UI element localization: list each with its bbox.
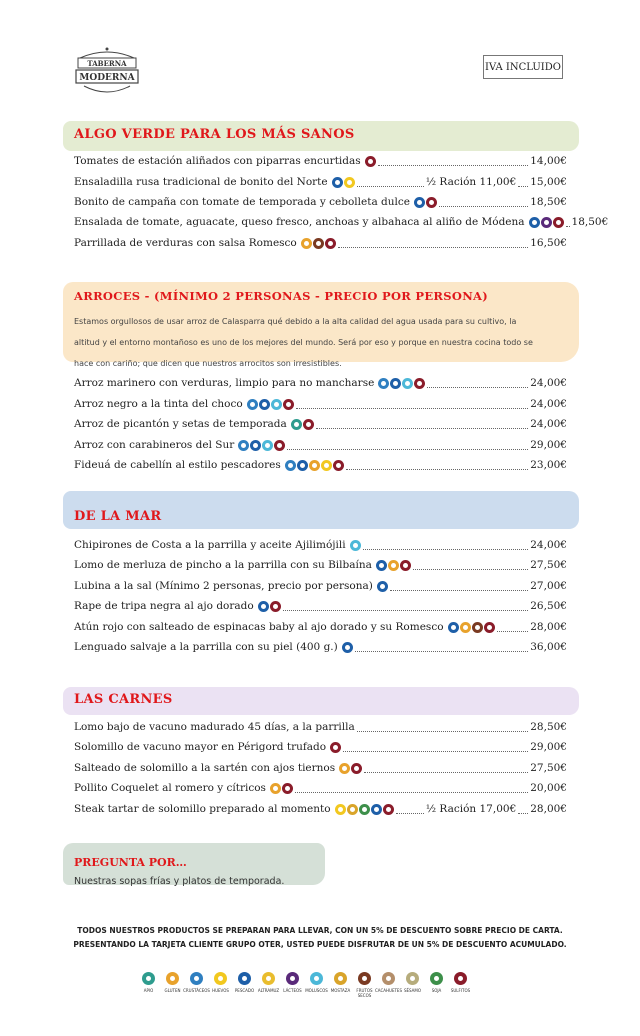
legend-label: SULFITOS — [450, 988, 471, 993]
mostaza-icon — [334, 972, 347, 985]
section-title-arroces: ARROCES - (MÍNIMO 2 PERSONAS - PRECIO POR PERSONA) — [74, 289, 488, 303]
pescado-icon — [448, 622, 459, 633]
dot-leader — [427, 378, 528, 388]
dot-leader — [357, 722, 529, 732]
sulfitos-icon — [333, 460, 344, 471]
sulfitos-icon — [351, 763, 362, 774]
item-name: Rape de tripa negra al ajo dorado — [74, 600, 254, 612]
allergen-icons — [378, 378, 425, 389]
legend-label: MOLUSCOS — [305, 988, 328, 993]
sulfitos-icon — [282, 783, 293, 794]
item-price: 14,00€ — [530, 155, 567, 167]
item-price: 27,50€ — [530, 762, 567, 774]
legend-label: HUEVOS — [212, 988, 229, 993]
legend-item — [354, 972, 375, 998]
dot-leader — [518, 177, 528, 187]
half-portion-price: ½ Ración 11,00€ — [425, 176, 517, 188]
apio-icon — [142, 972, 155, 985]
item-name: Steak tartar de solomillo preparado al momento — [74, 803, 331, 815]
legend-item — [402, 972, 423, 998]
menu-item — [74, 214, 609, 230]
allergen-icons — [301, 238, 336, 249]
dot-leader — [283, 601, 529, 611]
item-name: Arroz de picantón y setas de temporada — [74, 418, 287, 430]
dot-leader — [497, 622, 529, 632]
crustaceos-icon — [285, 460, 296, 471]
pescado-icon — [297, 460, 308, 471]
legend-item — [330, 972, 351, 998]
item-name: Ensalada de tomate, aguacate, queso fresco, anchoas y albahaca al aliño de Módena — [74, 216, 525, 228]
item-price: 27,50€ — [530, 559, 567, 571]
logo-top-text: TABERNA — [87, 59, 127, 68]
sulfitos-icon — [553, 217, 564, 228]
item-price: 28,00€ — [530, 803, 567, 815]
altramuz-icon — [262, 972, 275, 985]
item-price: 16,50€ — [530, 237, 567, 249]
allergen-icons — [335, 804, 394, 815]
item-price: 29,00€ — [530, 741, 567, 753]
menu-item — [74, 457, 567, 473]
item-price: 26,50€ — [530, 600, 567, 612]
moluscos-icon — [271, 399, 282, 410]
item-price: 28,50€ — [530, 721, 567, 733]
item-price: 24,00€ — [530, 377, 567, 389]
section-title-mar: DE LA MAR — [74, 509, 162, 524]
moluscos-icon — [262, 440, 273, 451]
item-price: 27,00€ — [530, 580, 567, 592]
menu-item — [74, 396, 567, 412]
dot-leader — [566, 217, 570, 227]
dot-leader — [338, 238, 528, 248]
allergen-icons — [339, 763, 362, 774]
item-price: 23,00€ — [530, 459, 567, 471]
crustaceos-icon — [190, 972, 203, 985]
menu-item — [74, 719, 567, 735]
half-portion-price: ½ Ración 17,00€ — [425, 803, 517, 815]
item-price: 28,00€ — [530, 621, 567, 633]
legend-item — [258, 972, 279, 998]
menu-item — [74, 739, 567, 755]
gluten-icon — [166, 972, 179, 985]
intro-line: hace con cariño; que dicen que nuestros arrocitos son irresistibles. — [74, 359, 342, 368]
menu-item — [74, 557, 567, 573]
dot-leader — [378, 156, 529, 166]
sulfitos-icon — [330, 742, 341, 753]
menu-item — [74, 437, 567, 453]
legend-label: ALTRAMUZ — [257, 988, 280, 993]
allergen-icons — [238, 440, 285, 451]
item-price: 24,00€ — [530, 398, 567, 410]
allergen-icons — [529, 217, 564, 228]
item-name: Arroz negro a la tinta del choco — [74, 398, 243, 410]
mostaza-icon — [347, 804, 358, 815]
legend-label: SÉSAMO — [403, 988, 421, 993]
frutos-secos-icon — [472, 622, 483, 633]
item-price: 24,00€ — [530, 539, 567, 551]
dot-leader — [390, 581, 528, 591]
menu-item — [74, 174, 567, 190]
legend-item — [138, 972, 159, 998]
item-name: Chipirones de Costa a la parrilla y aceite Ajilimójili — [74, 539, 346, 551]
pescado-icon — [259, 399, 270, 410]
legend-label: MOSTAZA — [330, 988, 351, 993]
moluscos-icon — [310, 972, 323, 985]
item-name: Tomates de estación aliñados con piparras encurtidas — [74, 155, 361, 167]
pescado-icon — [371, 804, 382, 815]
legend-label: CACAHUETES — [375, 988, 402, 993]
allergen-icons — [332, 177, 355, 188]
legend-item — [306, 972, 327, 998]
soja-icon — [359, 804, 370, 815]
sulfitos-icon — [303, 419, 314, 430]
allergen-icons — [291, 419, 314, 430]
pescado-icon — [250, 440, 261, 451]
dot-leader — [413, 560, 528, 570]
item-price: 18,50€ — [571, 216, 609, 228]
huevos-icon — [335, 804, 346, 815]
item-price: 18,50€ — [530, 196, 567, 208]
legend-label: SOJA — [431, 988, 442, 993]
pescado-icon — [376, 560, 387, 571]
logo — [74, 44, 140, 100]
gluten-icon — [301, 238, 312, 249]
item-name: Lubina a la sal (Mínimo 2 personas, precio por persona) — [74, 580, 373, 592]
cacahuetes-icon — [382, 972, 395, 985]
sesamo-icon — [406, 972, 419, 985]
item-price: 15,00€ — [530, 176, 567, 188]
menu-item — [74, 537, 567, 553]
allergen-icons — [247, 399, 294, 410]
menu-item — [74, 801, 567, 817]
gluten-icon — [270, 783, 281, 794]
frutos-secos-icon — [358, 972, 371, 985]
sulfitos-icon — [426, 197, 437, 208]
dot-leader — [357, 177, 424, 187]
item-price: 20,00€ — [530, 782, 567, 794]
menu-item — [74, 780, 567, 796]
sulfitos-icon — [383, 804, 394, 815]
dot-leader — [396, 804, 424, 814]
gluten-icon — [309, 460, 320, 471]
allergen-icons — [330, 742, 341, 753]
dot-leader — [287, 440, 528, 450]
huevos-icon — [344, 177, 355, 188]
sulfitos-icon — [274, 440, 285, 451]
legend-label: FRUTOS SECOS — [356, 988, 373, 998]
item-name: Atún rojo con salteado de espinacas baby al ajo dorado y su Romesco — [74, 621, 444, 633]
sulfitos-icon — [270, 601, 281, 612]
item-name: Lomo bajo de vacuno madurado 45 días, a la parrilla — [74, 721, 355, 733]
allergen-icons — [285, 460, 344, 471]
huevos-icon — [214, 972, 227, 985]
dot-leader — [346, 460, 529, 470]
crustaceos-icon — [378, 378, 389, 389]
pregunta-title: PREGUNTA POR… — [74, 856, 187, 869]
item-name: Arroz con carabineros del Sur — [74, 439, 235, 451]
section-title-carnes: LAS CARNES — [74, 692, 173, 707]
frutos-secos-icon — [313, 238, 324, 249]
crustaceos-icon — [247, 399, 258, 410]
allergen-icons — [365, 156, 376, 167]
legend-item — [282, 972, 303, 998]
menu-item — [74, 619, 567, 635]
menu-item — [74, 153, 567, 169]
crustaceos-icon — [238, 440, 249, 451]
pescado-icon — [258, 601, 269, 612]
legend-item — [210, 972, 231, 998]
lacteos-icon — [541, 217, 552, 228]
iva-label: IVA INCLUIDO — [483, 55, 563, 79]
sulfitos-icon — [454, 972, 467, 985]
item-name: Lenguado salvaje a la parrilla con su piel (400 g.) — [74, 641, 338, 653]
lacteos-icon — [286, 972, 299, 985]
item-name: Pollito Coquelet al romero y cítricos — [74, 782, 266, 794]
item-name: Fideuá de cabellín al estilo pescadores — [74, 459, 281, 471]
intro-line: Estamos orgullosos de usar arroz de Calasparra qué debido a la alta calidad del agua usada para su cultivo, la — [74, 317, 517, 326]
legend-label: APIO — [143, 988, 154, 993]
legend-item — [450, 972, 471, 998]
gluten-icon — [339, 763, 350, 774]
dot-leader — [295, 783, 528, 793]
huevos-icon — [321, 460, 332, 471]
allergen-icons — [342, 642, 353, 653]
pescado-icon — [414, 197, 425, 208]
moluscos-icon — [350, 540, 361, 551]
allergen-legend — [138, 972, 471, 998]
legend-item — [162, 972, 183, 998]
allergen-icons — [377, 581, 388, 592]
item-name: Solomillo de vacuno mayor en Périgord trufado — [74, 741, 327, 753]
menu-item — [74, 578, 567, 594]
footer-line-1: TODOS NUESTROS PRODUCTOS SE PREPARAN PARA LLEVAR, CON UN 5% DE DESCUENTO SOBRE PRECIO DE CARTA. — [77, 926, 563, 935]
item-price: 36,00€ — [530, 641, 567, 653]
item-price: 29,00€ — [530, 439, 567, 451]
soja-icon — [430, 972, 443, 985]
pescado-icon — [529, 217, 540, 228]
legend-label: PESCADO — [234, 988, 255, 993]
legend-label: LÁCTEOS — [283, 988, 302, 993]
item-name: Lomo de merluza de pincho a la parrilla con su Bilbaína — [74, 559, 372, 571]
menu-item — [74, 375, 567, 391]
allergen-icons — [448, 622, 495, 633]
item-price: 24,00€ — [530, 418, 567, 430]
item-name: Bonito de campaña con tomate de temporada y cebolleta dulce — [74, 196, 410, 208]
allergen-icons — [414, 197, 437, 208]
pescado-icon — [377, 581, 388, 592]
arroces-intro — [74, 311, 564, 374]
legend-item — [375, 972, 402, 998]
moluscos-icon — [402, 378, 413, 389]
menu-item — [74, 235, 567, 251]
gluten-icon — [388, 560, 399, 571]
sulfitos-icon — [283, 399, 294, 410]
allergen-icons — [376, 560, 411, 571]
pescado-icon — [390, 378, 401, 389]
dot-leader — [316, 419, 528, 429]
allergen-icons — [258, 601, 281, 612]
legend-label: CRUSTÁCEOS — [183, 988, 210, 993]
apio-icon — [291, 419, 302, 430]
menu-item — [74, 760, 567, 776]
menu-item — [74, 639, 567, 655]
item-name: Salteado de solomillo a la sartén con ajos tiernos — [74, 762, 336, 774]
pregunta-text: Nuestras sopas frías y platos de temporada. — [74, 876, 285, 887]
logo-main-text: MODERNA — [79, 73, 135, 83]
legend-label: GLUTEN — [164, 988, 181, 993]
pescado-icon — [332, 177, 343, 188]
dot-leader — [439, 197, 528, 207]
item-name: Parrillada de verduras con salsa Romesco — [74, 237, 297, 249]
sulfitos-icon — [484, 622, 495, 633]
dot-leader — [296, 399, 529, 409]
menu-item — [74, 194, 567, 210]
footer-line-2: PRESENTANDO LA TARJETA CLIENTE GRUPO OTER, USTED PUEDE DISFRUTAR DE UN 5% DE DESCUENTO ACUMULADO. — [73, 940, 567, 949]
legend-item — [234, 972, 255, 998]
dot-leader — [355, 642, 529, 652]
section-title-verde: ALGO VERDE PARA LOS MÁS SANOS — [74, 127, 355, 142]
pescado-icon — [238, 972, 251, 985]
legend-item — [183, 972, 210, 998]
menu-item — [74, 416, 567, 432]
allergen-icons — [270, 783, 293, 794]
sulfitos-icon — [365, 156, 376, 167]
item-name: Arroz marinero con verduras, limpio para no mancharse — [74, 377, 375, 389]
pescado-icon — [342, 642, 353, 653]
dot-leader — [364, 763, 528, 773]
menu-item — [74, 598, 567, 614]
item-name: Ensaladilla rusa tradicional de bonito del Norte — [74, 176, 328, 188]
sulfitos-icon — [414, 378, 425, 389]
dot-leader — [363, 540, 529, 550]
sulfitos-icon — [325, 238, 336, 249]
dot-leader — [343, 742, 528, 752]
dot-leader — [518, 804, 528, 814]
sulfitos-icon — [400, 560, 411, 571]
gluten-icon — [460, 622, 471, 633]
allergen-icons — [350, 540, 361, 551]
legend-item — [426, 972, 447, 998]
intro-line: altitud y el entorno montañoso es uno de los mejores del mundo. Será por eso y porque en nuestra cocina todo se — [74, 338, 533, 347]
